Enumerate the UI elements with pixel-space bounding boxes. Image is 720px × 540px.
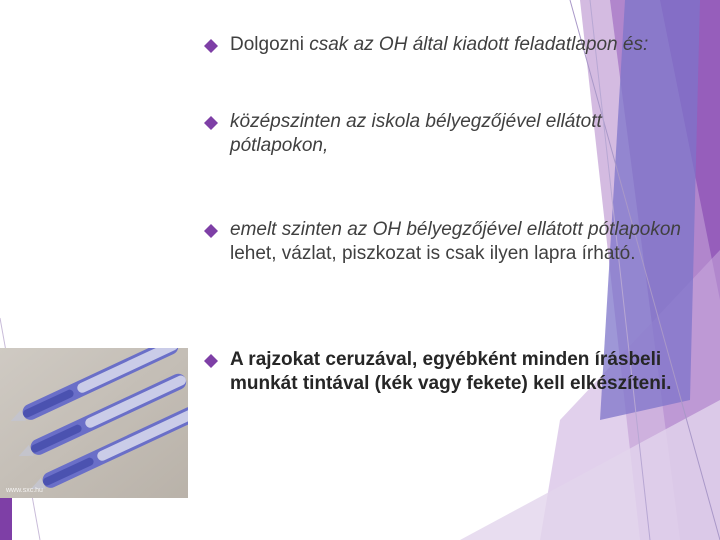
bullet-item xyxy=(204,218,704,266)
bullet-item xyxy=(204,348,704,396)
pens-photo xyxy=(0,348,188,498)
bullet-text-plain: Dolgozni xyxy=(230,34,310,55)
bullet-item xyxy=(204,110,704,158)
bullet-text xyxy=(230,218,704,266)
diamond-bullet-icon xyxy=(204,116,218,130)
bullet-text xyxy=(230,33,704,57)
bullet-item xyxy=(204,33,704,57)
photo-watermark: www.sxc.hu xyxy=(6,487,43,494)
bullet-text-italic: középszinten az iskola bélyegzőjével ellátott pótlapokon, xyxy=(230,111,602,156)
diamond-bullet-icon xyxy=(204,354,218,368)
bullet-text-italic: emelt szinten az OH bélyegzőjével ellátott pótlapokon xyxy=(230,219,681,240)
diamond-bullet-icon xyxy=(204,39,218,53)
bullet-text xyxy=(230,110,704,158)
bullet-text-plain: lehet, vázlat, piszkozat is csak ilyen lapra írható. xyxy=(230,243,636,264)
bullet-text-italic: csak az OH által kiadott feladatlapon és: xyxy=(309,34,649,55)
bullet-text-bold: A rajzokat ceruzával, egyébként minden írásbeli munkát tintával (kék vagy fekete) kell elkészíteni. xyxy=(230,349,672,394)
diamond-bullet-icon xyxy=(204,224,218,238)
